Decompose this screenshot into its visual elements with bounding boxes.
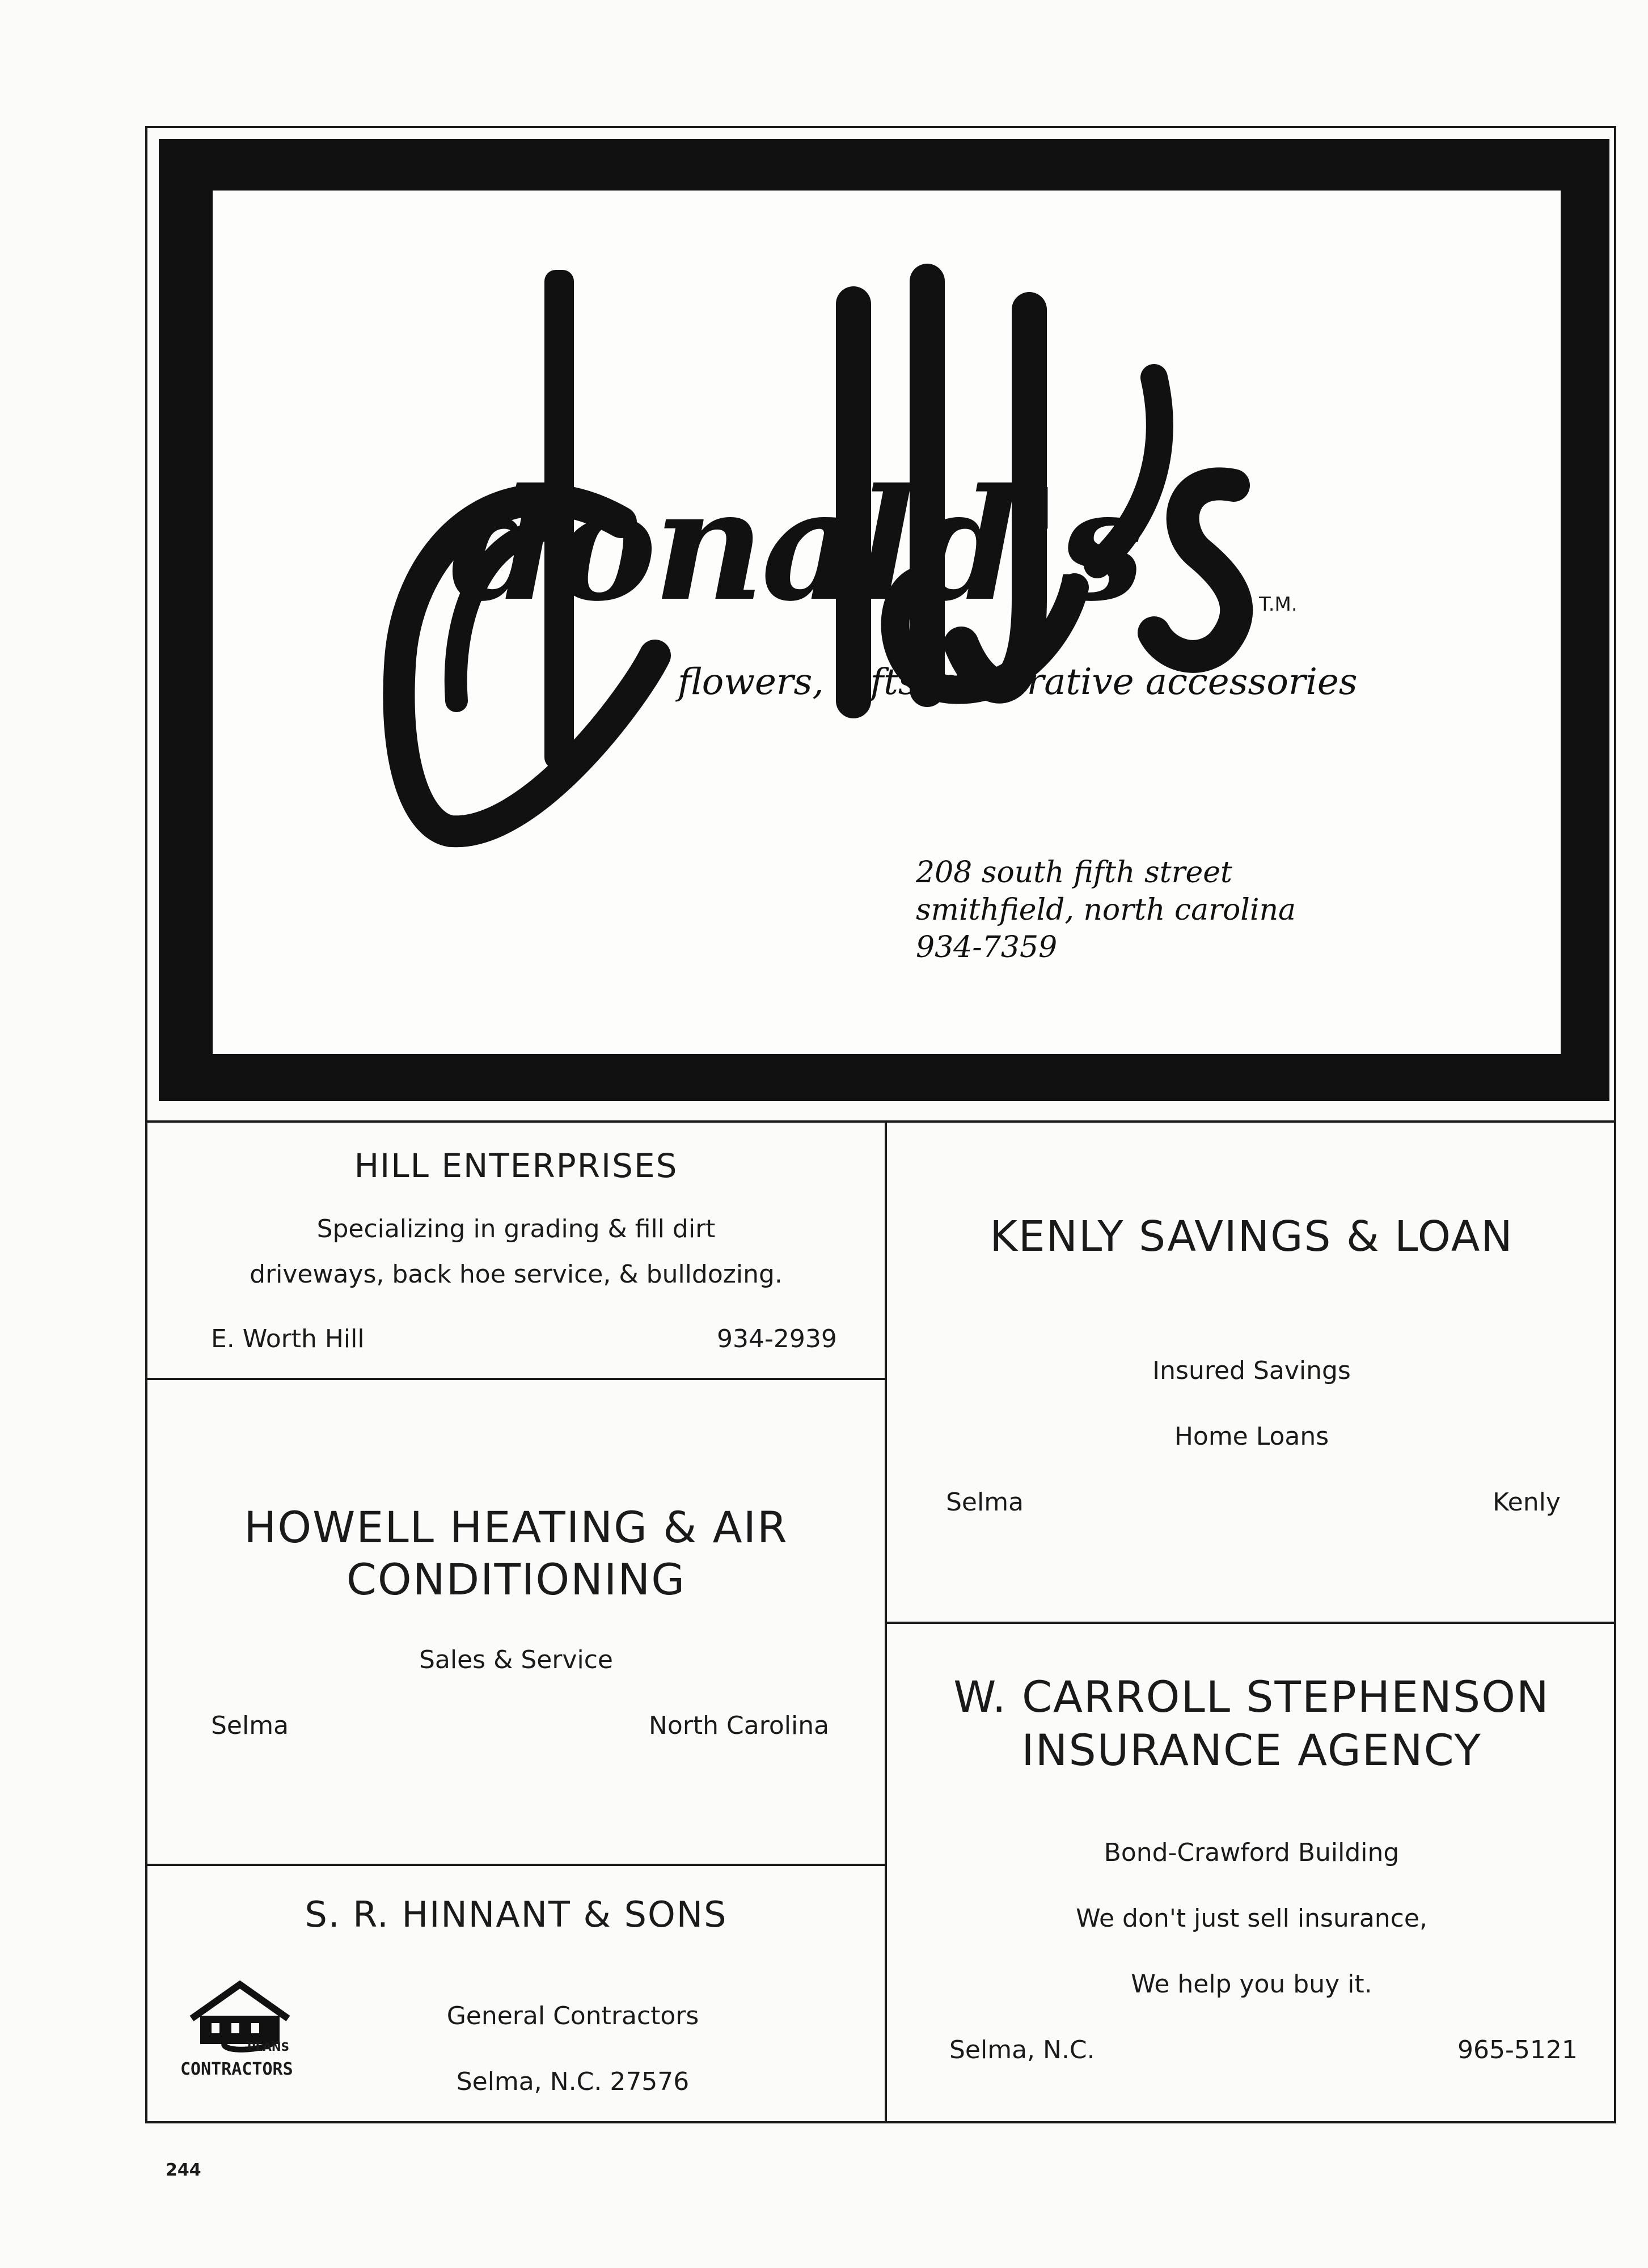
kenly-line-1: Insured Savings [1152, 1356, 1351, 1385]
howell-title [147, 1501, 885, 1606]
donalds-address [916, 854, 1296, 966]
howell-right: North Carolina [649, 1711, 830, 1740]
stephenson-line-1: Bond-Crawford Building [1104, 1838, 1400, 1867]
stephenson-title [887, 1670, 1616, 1777]
donalds-ad [213, 191, 1561, 1054]
hill-title: HILL ENTERPRISES [354, 1146, 678, 1185]
howell-title-line-1: HOWELL HEATING & AIR [244, 1502, 788, 1552]
divider-left-2 [145, 1864, 886, 1866]
address-line-1: 208 south fifth street [916, 856, 1232, 890]
divider-right-1 [885, 1622, 1616, 1624]
stephenson-title-line-1: W. CARROLL STEPHENSON [953, 1672, 1550, 1722]
hill-line-2: driveways, back hoe service, & bulldozing. [250, 1260, 783, 1289]
divider-top [145, 1120, 1616, 1123]
hill-line-1: Specializing in grading & fill dirt [316, 1215, 716, 1243]
donalds-phone: 934-7359 [916, 930, 1058, 964]
howell-line-1: Sales & Service [419, 1645, 613, 1674]
stephenson-phone: 965-5121 [1457, 2036, 1578, 2064]
howell-left: Selma [211, 1711, 289, 1740]
stephenson-line-2: We don't just sell insurance, [1076, 1904, 1427, 1933]
address-line-2: smithfield, north carolina [916, 893, 1296, 927]
kenly-left: Selma [946, 1488, 1024, 1517]
contractors-logo [180, 1973, 299, 2087]
donalds-logo-text: donald's [451, 455, 1142, 635]
stephenson-title-line-2: INSURANCE AGENCY [1021, 1725, 1482, 1775]
stephenson-left: Selma, N.C. [949, 2036, 1095, 2064]
howell-title-line-2: CONDITIONING [346, 1554, 686, 1605]
hinnant-line-1: General Contractors [446, 2002, 699, 2030]
page-number: 244 [166, 2160, 201, 2180]
divider-left-1 [145, 1378, 886, 1380]
hill-owner: E. Worth Hill [211, 1325, 365, 1353]
donalds-tagline: flowers, gifts, decorative accessories [678, 661, 1358, 703]
logo-plans-label: PLANS [247, 2040, 290, 2054]
contractors-logo-label: CONTRACTORS [180, 2059, 293, 2079]
hill-phone: 934-2939 [717, 1325, 837, 1353]
kenly-right: Kenly [1493, 1488, 1561, 1517]
kenly-line-2: Home Loans [1174, 1422, 1329, 1451]
trademark: T.M. [1259, 593, 1298, 616]
hinnant-title: S. R. HINNANT & SONS [305, 1894, 728, 1935]
kenly-title: KENLY SAVINGS & LOAN [990, 1212, 1514, 1261]
stephenson-line-3: We help you buy it. [1131, 1970, 1372, 1999]
hinnant-line-2: Selma, N.C. 27576 [456, 2067, 690, 2096]
